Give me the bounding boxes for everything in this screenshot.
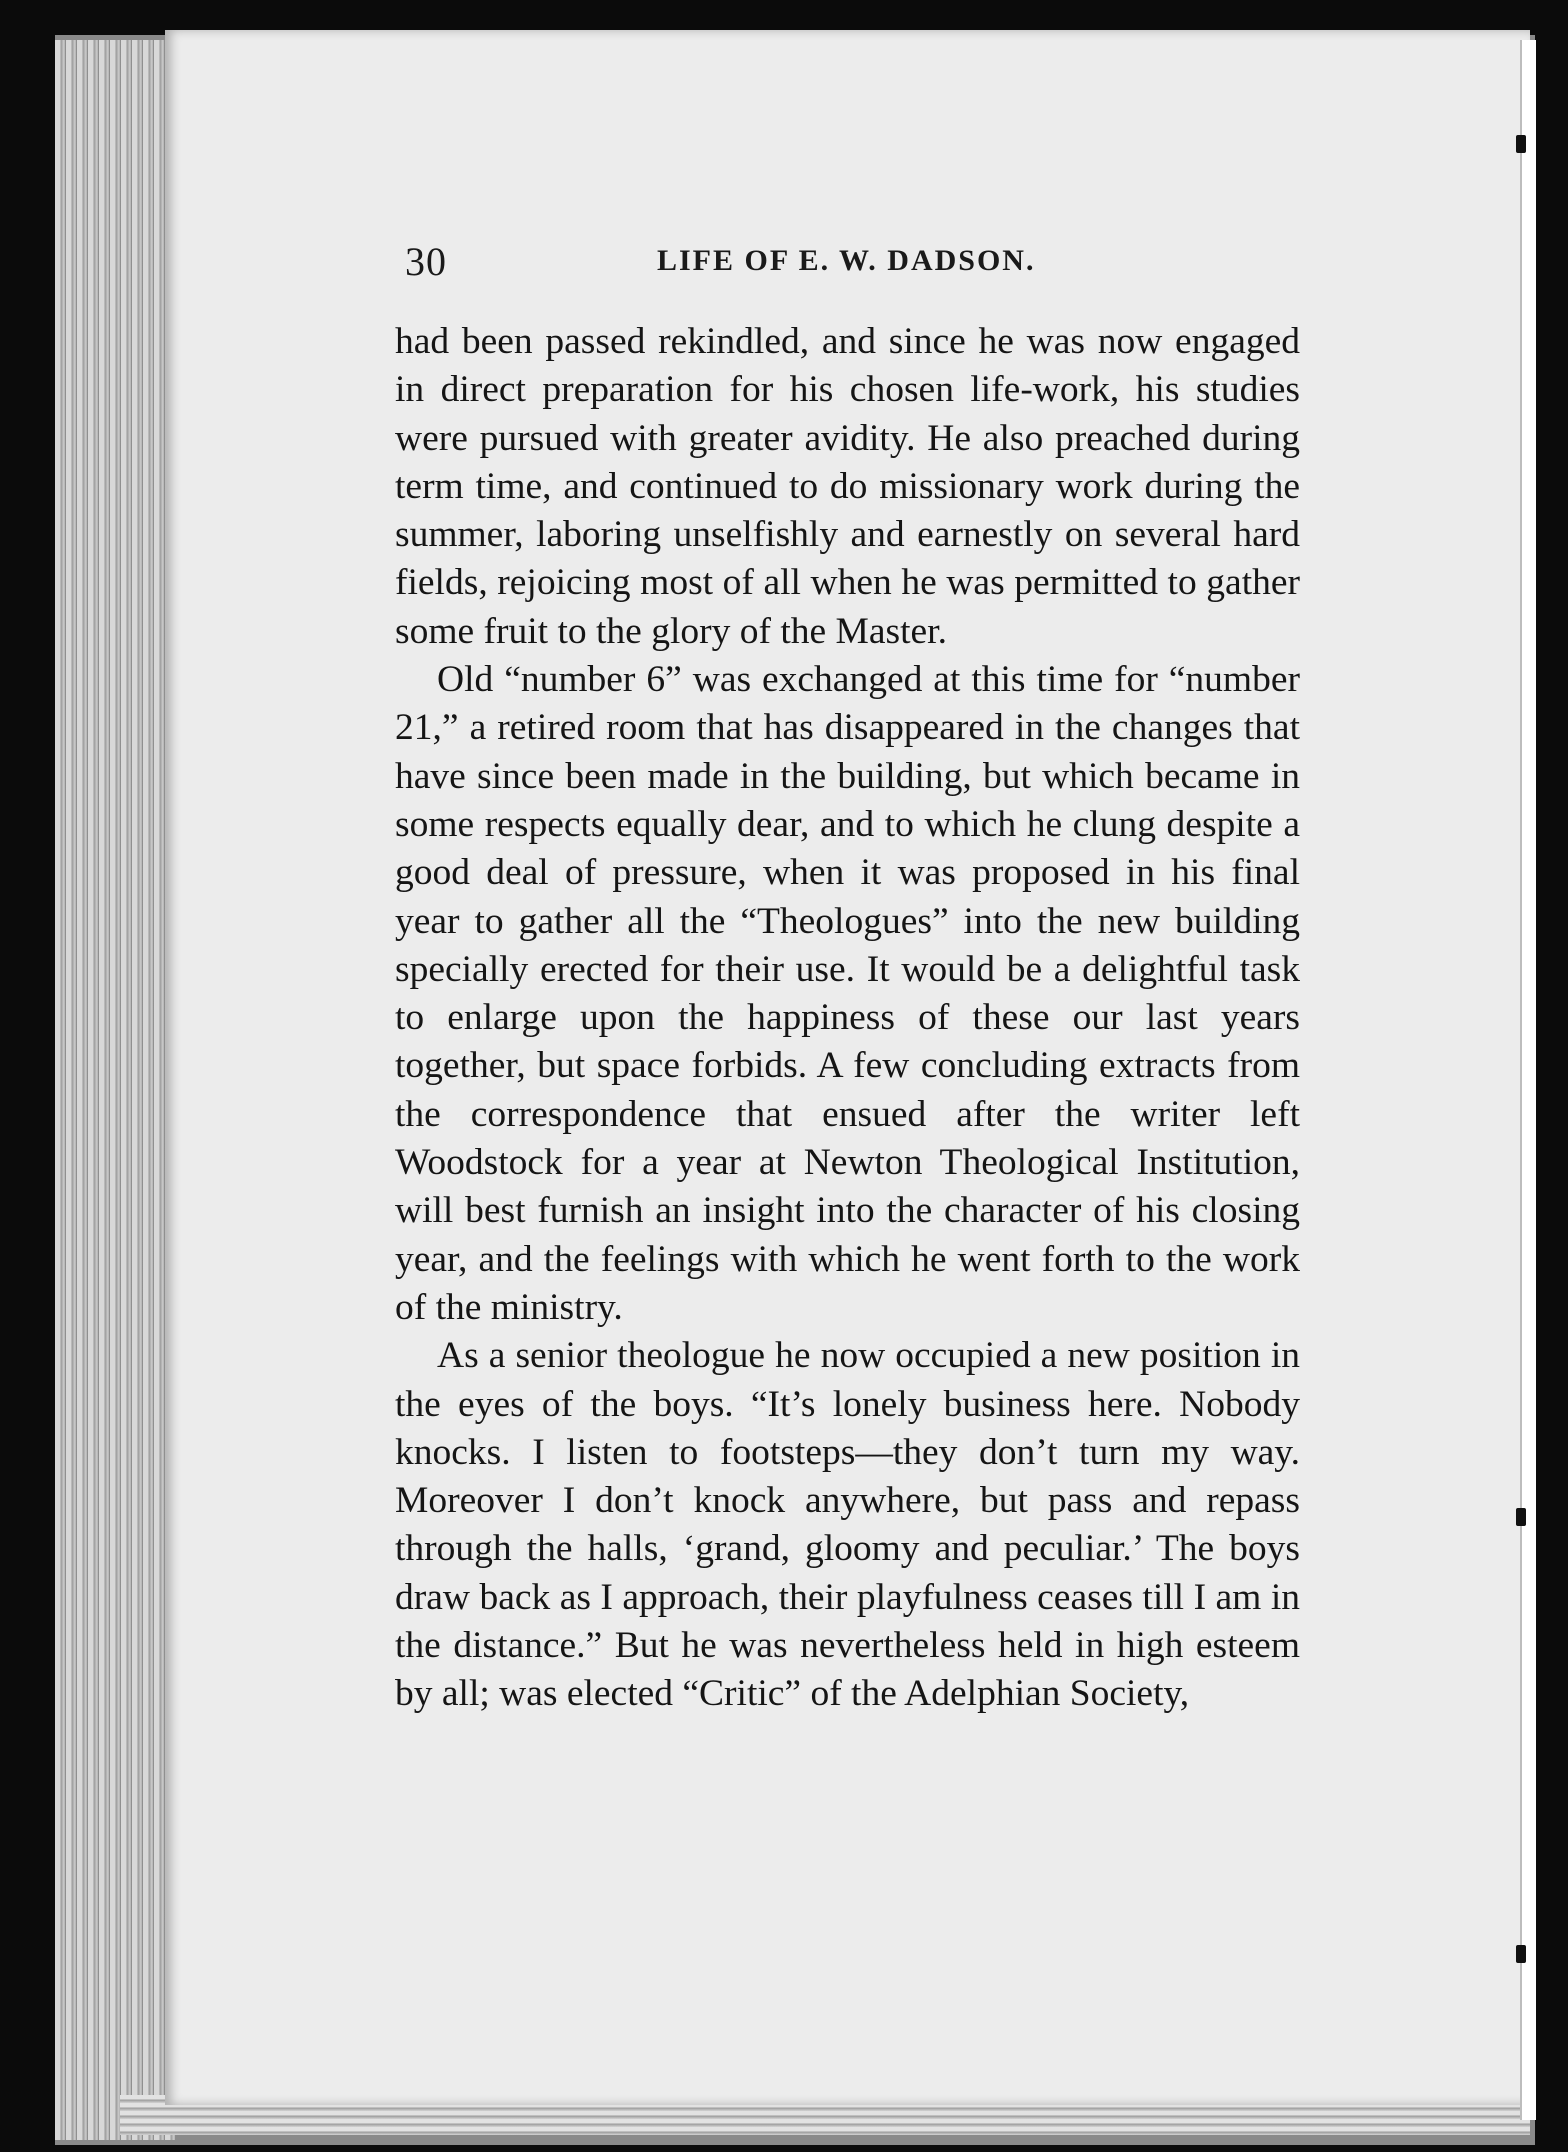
running-head: LIFE OF E. W. DADSON.: [657, 244, 1036, 277]
page-edges-left: [55, 40, 175, 2140]
scan-mark: [1516, 1508, 1526, 1526]
paragraph: As a senior theologue he now occupied a new position in the eyes of the boys. “It’s lonely business here. Nobody knocks. I listen to footsteps—they don’t turn my way. Moreover I don’t knock anywhere, but pass and repass through the halls, ‘grand, gloomy and peculiar.’ The boys draw back as I approach, their playfulness ceases till I am in the distance.” But he was nevertheless held in high esteem by all; was elected “Critic” of the Adelphian Society,: [395, 1335, 1300, 1715]
paragraph: Old “number 6” was exchanged at this time for “number 21,” a retired room that has disappeared in the changes that have since been made in the building, but which became in some respects equally dear, and to which he clung despite a good deal of pressure, when it was proposed in his final year to gather all the “Theologues” into the new building specially erected for their use. It would be a delightful task to enlarge upon the happiness of these our last years together, but space forbids. A few concluding extracts from the correspondence that ensued after the writer left Woodstock for a year at Newton Theological Institution, will best furnish an insight into the character of his closing year, and the feelings with which he went forth to the work of the ministry.: [395, 659, 1300, 1328]
page-right-margin: [1520, 40, 1536, 2120]
paragraph: had been passed rekindled, and since he was now engaged in direct preparation for his chosen life-work, his studies were pursued with greater avidity. He also preached during term time, and continued to do missionary work during the summer, laboring unselfishly and earnestly on several hard fields, rejoicing most of all when he was permitted to gather some fruit to the glory of the Master.: [395, 321, 1300, 652]
page-header: [405, 238, 1305, 298]
scan-mark: [1516, 135, 1526, 153]
body-text: [395, 318, 1300, 1719]
scan-mark: [1516, 1945, 1526, 1963]
page-number: 30: [405, 239, 447, 284]
